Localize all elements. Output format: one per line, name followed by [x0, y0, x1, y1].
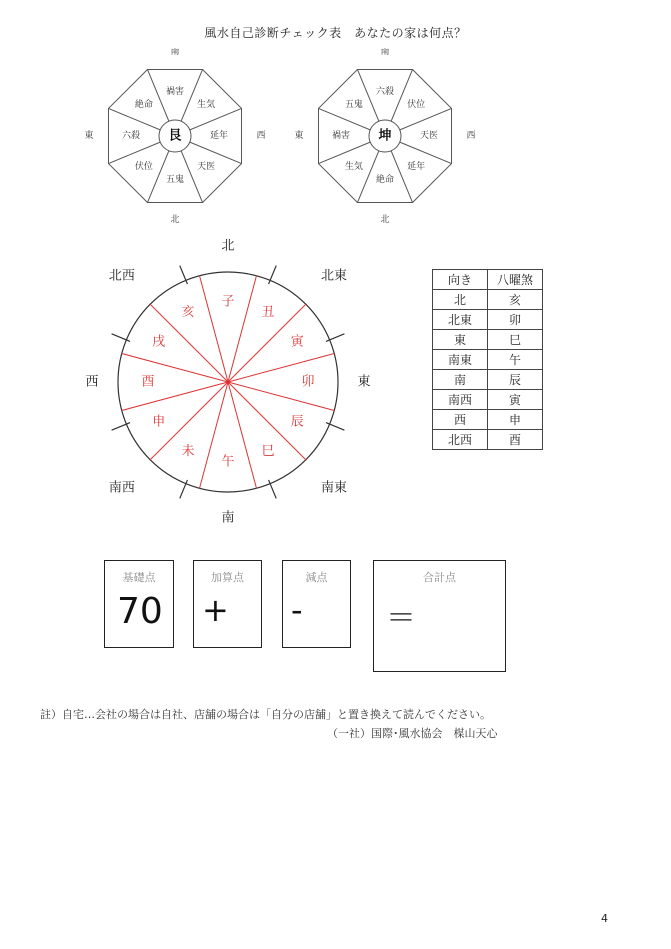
table-header-yaku: 八曜煞	[488, 270, 543, 290]
wheel-direction-label: 西	[85, 374, 99, 390]
octagon-center-label: 艮	[168, 128, 182, 144]
cell-direction: 西	[433, 410, 488, 430]
octagon-sector-label: 天医	[419, 131, 439, 141]
base-score-label: 基礎点	[122, 571, 156, 584]
direction-label: 東	[294, 131, 304, 141]
cell-direction: 南東	[433, 350, 488, 370]
wheel-divider	[200, 276, 228, 382]
wheel-branch-label: 丑	[261, 305, 275, 321]
octagon-sector-label: 延年	[407, 162, 426, 173]
wheel-branch-label: 卯	[301, 374, 315, 390]
direction-label: 東	[84, 131, 94, 141]
wheel-branch-label: 未	[181, 443, 195, 459]
wheel-branch-label: 亥	[181, 305, 195, 321]
octagon-sector-label: 生気	[344, 162, 363, 173]
page-number: 4	[601, 912, 608, 925]
octagon-sector-label: 絶命	[375, 175, 395, 185]
table-row	[433, 290, 543, 310]
table-row	[433, 350, 543, 370]
wheel-branch-label: 酉	[141, 374, 155, 390]
wheel-branch-label: 申	[152, 414, 166, 430]
wheel-direction-label: 南東	[321, 480, 348, 496]
octagon-divider	[400, 108, 452, 129]
zodiac-wheel	[60, 232, 400, 532]
table-header-row	[433, 270, 543, 290]
wheel-divider	[228, 382, 256, 488]
cell-yaku: 巳	[488, 330, 543, 350]
wheel-branch-label: 寅	[290, 334, 304, 350]
octagon-sector-label: 六殺	[121, 131, 141, 141]
cell-yaku: 亥	[488, 290, 543, 310]
wheel-direction-label: 北	[221, 238, 235, 254]
page-title: 風水自己診断チェック表 あなたの家は何点？	[204, 26, 467, 40]
wheel-divider	[228, 276, 256, 382]
octagon-sector-label: 絶命	[134, 99, 153, 110]
direction-label: 南	[380, 48, 390, 57]
octagon-divider	[318, 142, 370, 163]
table-row	[433, 370, 543, 390]
octagon-sector-label: 六殺	[375, 87, 395, 97]
wheel-branch-label: 午	[221, 454, 235, 470]
wheel-divider	[122, 382, 228, 410]
wheel-divider	[228, 354, 334, 382]
base-score-box	[104, 560, 174, 648]
octagon-sector-label: 天医	[197, 162, 216, 173]
total-score-box	[373, 560, 506, 672]
cell-yaku: 申	[488, 410, 543, 430]
direction-label: 北	[380, 215, 390, 223]
yaku-table	[432, 269, 543, 450]
cell-direction: 北西	[433, 430, 488, 450]
cell-direction: 南	[433, 370, 488, 390]
octagon-divider	[318, 108, 370, 129]
base-score-value: 70	[117, 591, 163, 632]
cell-direction: 北	[433, 290, 488, 310]
add-score-value: +	[202, 591, 229, 629]
wheel-direction-label: 北東	[321, 268, 348, 284]
octagon-sector-label: 五鬼	[165, 175, 185, 185]
octagon-divider	[181, 151, 202, 203]
octagon-sector-label: 禍害	[331, 131, 351, 141]
table-row	[433, 330, 543, 350]
octagon-chart-left	[80, 48, 270, 223]
cell-yaku: 寅	[488, 390, 543, 410]
wheel-branch-label: 子	[221, 294, 235, 310]
octagon-divider	[108, 142, 160, 163]
cell-yaku: 辰	[488, 370, 543, 390]
wheel-direction-label: 南西	[108, 480, 135, 496]
cell-yaku: 午	[488, 350, 543, 370]
direction-label: 西	[256, 131, 266, 141]
octagon-divider	[400, 142, 452, 163]
add-score-box	[193, 560, 262, 648]
octagon-sector-label: 生気	[197, 99, 216, 110]
wheel-branch-label: 辰	[290, 414, 304, 430]
octagon-divider	[190, 142, 242, 163]
direction-label: 西	[466, 131, 476, 141]
octagon-divider	[391, 69, 412, 121]
octagon-sector-label: 伏位	[134, 162, 153, 173]
wheel-divider	[200, 382, 228, 488]
octagon-divider	[391, 151, 412, 203]
direction-label: 南	[170, 48, 180, 57]
footnote: 註）自宅…会社の場合は自社、店舗の場合は「自分の店舗」と置き換えて読んでください。	[40, 708, 491, 721]
wheel-branch-label: 巳	[261, 443, 275, 459]
credit: （一社）国際･風水協会 楳山天心	[327, 727, 498, 740]
octagon-center-label: 坤	[378, 128, 392, 144]
wheel-divider	[122, 354, 228, 382]
cell-yaku: 卯	[488, 310, 543, 330]
add-score-label: 加算点	[211, 571, 244, 584]
octagon-sector-label: 伏位	[407, 99, 426, 110]
cell-direction: 北東	[433, 310, 488, 330]
table-row	[433, 430, 543, 450]
wheel-direction-label: 北西	[108, 268, 135, 284]
table-row	[433, 310, 543, 330]
cell-yaku: 酉	[488, 430, 543, 450]
octagon-divider	[190, 108, 242, 129]
octagon-sector-label: 五鬼	[344, 99, 363, 110]
wheel-branch-label: 戌	[152, 334, 166, 350]
direction-label: 北	[170, 215, 180, 223]
octagon-divider	[181, 69, 202, 121]
sub-score-box	[282, 560, 351, 648]
wheel-direction-label: 東	[357, 374, 371, 390]
sub-score-label: 減点	[305, 571, 328, 584]
octagon-sector-label: 禍害	[165, 87, 185, 97]
octagon-divider	[108, 108, 160, 129]
octagon-chart-right	[290, 48, 480, 223]
octagon-sector-label: 延年	[209, 131, 229, 141]
sub-score-value: -	[291, 591, 303, 629]
table-row	[433, 410, 543, 430]
total-score-value: ＝	[386, 601, 416, 636]
table-row	[433, 390, 543, 410]
wheel-divider	[228, 382, 334, 410]
cell-direction: 南西	[433, 390, 488, 410]
wheel-direction-label: 南	[221, 510, 235, 526]
table-header-direction: 向き	[433, 270, 488, 290]
cell-direction: 東	[433, 330, 488, 350]
total-score-label: 合計点	[423, 571, 456, 584]
